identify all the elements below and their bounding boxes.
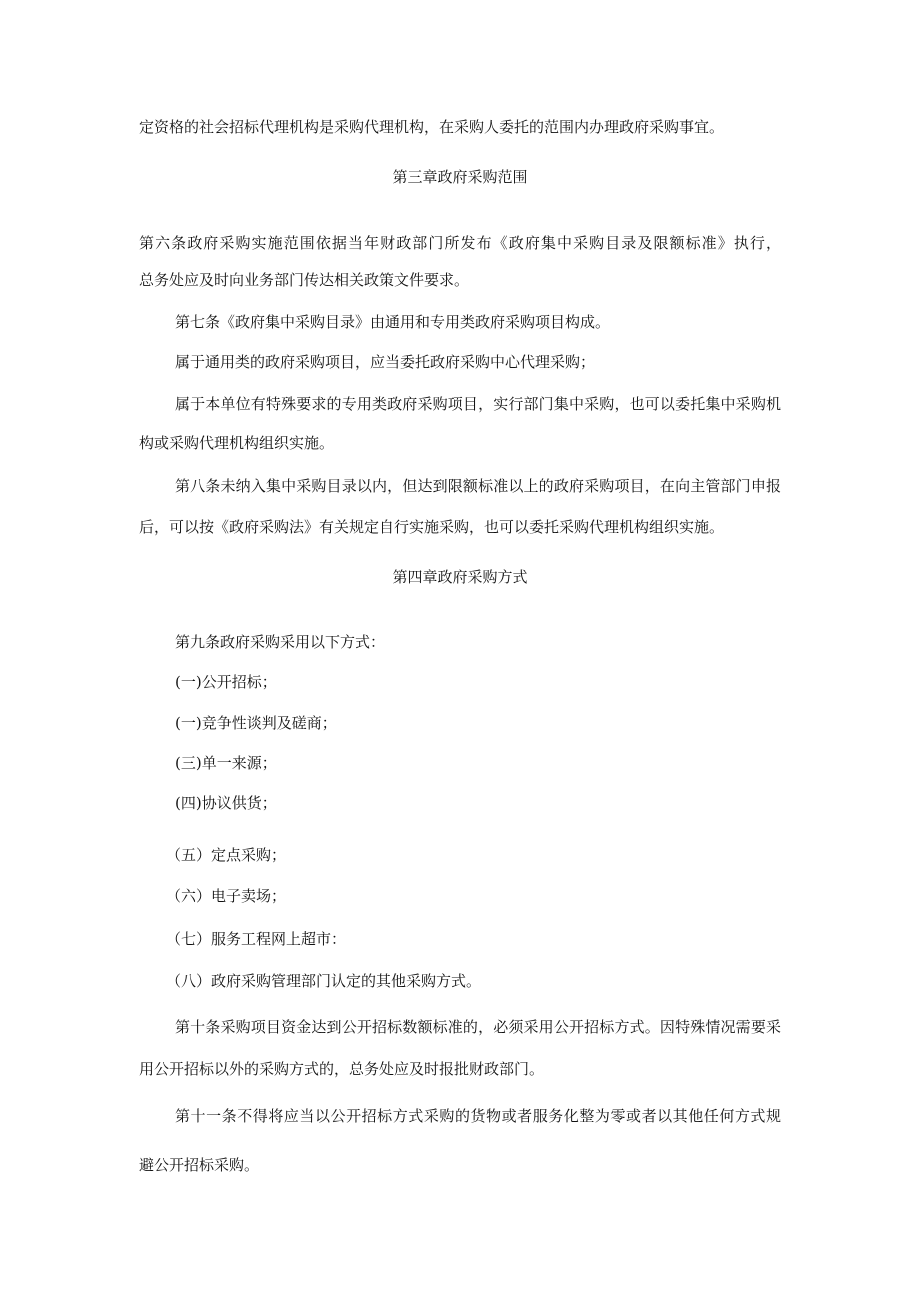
article-6-line-2: 总务处应及时向业务部门传达相关政策文件要求。: [139, 271, 470, 289]
article-9: 第九条政府采购采用以下方式：: [175, 633, 386, 651]
article-7-general-items: 属于通用类的政府采购项目，应当委托政府采购中心代理采购；: [175, 353, 596, 371]
method-item-2: (一)竞争性谈判及磋商；: [175, 714, 337, 732]
article-7: 第七条《政府集中采购目录》由通用和专用类政府采购项目构成。: [175, 313, 611, 331]
method-item-3: (三)单一来源；: [175, 754, 277, 772]
chapter-4-heading: 第四章政府采购方式: [392, 568, 528, 586]
article-8-line-1: 第八条未纳入集中采购目录以内，但达到限额标准以上的政府采购项目，在向主管部门申报: [175, 477, 781, 495]
article-11-line-1: 第十一条不得将应当以公开招标方式采购的货物或者服务化整为零或者以其他任何方式规: [175, 1107, 781, 1125]
article-10-line-2: 用公开招标以外的采购方式的，总务处应及时报批财政部门。: [139, 1060, 545, 1078]
article-7-special-line-2: 构或采购代理机构组织实施。: [139, 434, 335, 452]
article-6-line-1: 第六条政府采购实施范围依据当年财政部门所发布《政府集中采购目录及限额标准》执行，: [139, 234, 781, 252]
method-item-8: （八）政府采购管理部门认定的其他采购方式。: [166, 972, 482, 990]
method-item-4: (四)协议供货；: [175, 794, 277, 812]
paragraph-continuation: 定资格的社会招标代理机构是采购代理机构，在采购人委托的范围内办理政府采购事宜。: [139, 118, 725, 136]
method-item-6: （六）电子卖场；: [166, 887, 287, 905]
chapter-3-heading: 第三章政府采购范围: [392, 168, 528, 186]
method-item-1: (一)公开招标；: [175, 673, 277, 691]
method-item-7: （七）服务工程网上超市：: [166, 930, 347, 948]
article-11-line-2: 避公开招标采购。: [139, 1156, 260, 1174]
article-10-line-1: 第十条采购项目资金达到公开招标数额标准的，必须采用公开招标方式。因特殊情况需要采: [175, 1018, 781, 1036]
article-8-line-2: 后，可以按《政府采购法》有关规定自行实施采购，也可以委托采购代理机构组织实施。: [139, 518, 725, 536]
article-7-special-line-1: 属于本单位有特殊要求的专用类政府采购项目，实行部门集中采购，也可以委托集中采购机: [175, 395, 781, 413]
method-item-5: （五）定点采购；: [166, 846, 287, 864]
